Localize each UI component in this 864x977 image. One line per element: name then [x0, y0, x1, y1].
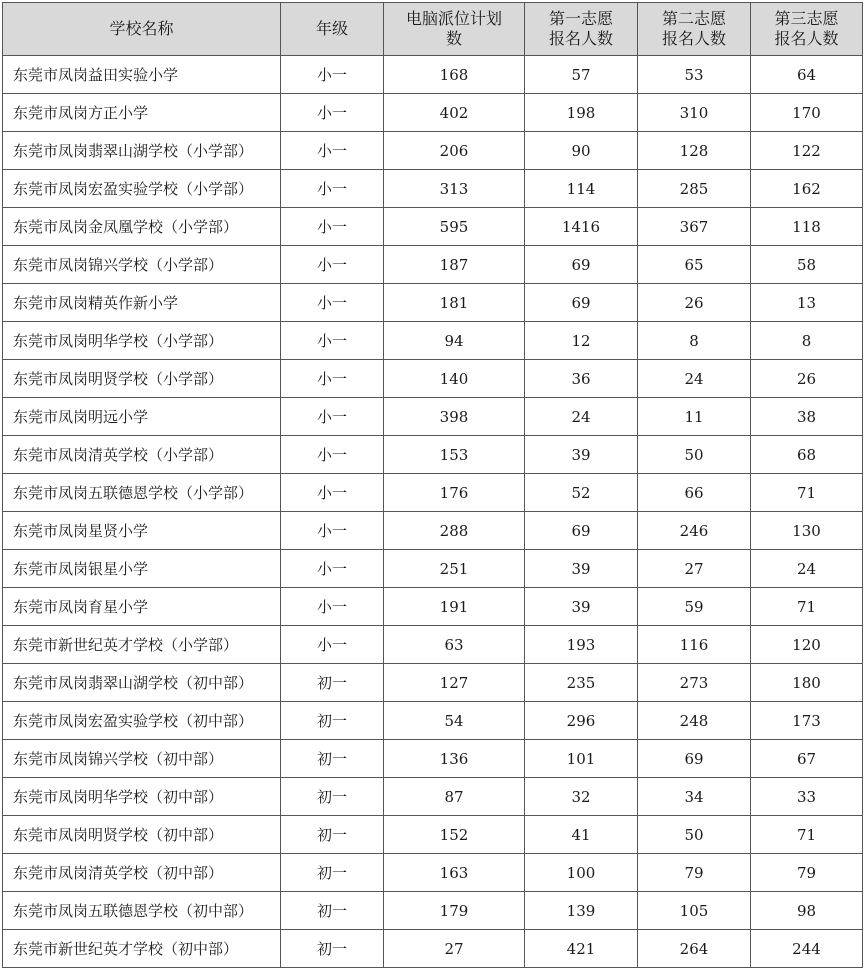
- second-choice-cell: 69: [638, 740, 751, 778]
- third-choice-cell: 244: [751, 930, 863, 968]
- grade-cell: 小一: [281, 246, 384, 284]
- grade-cell: 小一: [281, 360, 384, 398]
- lottery-plan-cell: 153: [384, 436, 525, 474]
- second-choice-cell: 11: [638, 398, 751, 436]
- lottery-plan-cell: 206: [384, 132, 525, 170]
- first-choice-cell: 139: [525, 892, 638, 930]
- first-choice-cell: 32: [525, 778, 638, 816]
- grade-cell: 小一: [281, 588, 384, 626]
- third-choice-cell: 67: [751, 740, 863, 778]
- school-name-cell: 东莞市凤岗明华学校（小学部）: [3, 322, 281, 360]
- school-name-cell: 东莞市凤岗五联德恩学校（初中部）: [3, 892, 281, 930]
- first-choice-cell: 39: [525, 436, 638, 474]
- third-choice-cell: 58: [751, 246, 863, 284]
- lottery-plan-cell: 187: [384, 246, 525, 284]
- second-choice-cell: 26: [638, 284, 751, 322]
- table-row: [3, 778, 863, 816]
- table-row: [3, 588, 863, 626]
- table-row: [3, 854, 863, 892]
- lottery-plan-cell: 313: [384, 170, 525, 208]
- third-choice-cell: 173: [751, 702, 863, 740]
- school-name-cell: 东莞市凤岗锦兴学校（小学部）: [3, 246, 281, 284]
- third-choice-cell: 120: [751, 626, 863, 664]
- second-choice-cell: 116: [638, 626, 751, 664]
- table-row: [3, 740, 863, 778]
- first-choice-cell: 12: [525, 322, 638, 360]
- second-choice-cell: 53: [638, 56, 751, 94]
- table-row: [3, 626, 863, 664]
- lottery-plan-cell: 168: [384, 56, 525, 94]
- school-name-cell: 东莞市凤岗银星小学: [3, 550, 281, 588]
- grade-cell: 小一: [281, 94, 384, 132]
- school-name-cell: 东莞市凤岗明贤学校（初中部）: [3, 816, 281, 854]
- school-name-cell: 东莞市凤岗金凤凰学校（小学部）: [3, 208, 281, 246]
- grade-cell: 小一: [281, 512, 384, 550]
- school-name-cell: 东莞市新世纪英才学校（小学部）: [3, 626, 281, 664]
- table-row: [3, 664, 863, 702]
- third-choice-cell: 26: [751, 360, 863, 398]
- third-choice-cell: 98: [751, 892, 863, 930]
- third-choice-cell: 24: [751, 550, 863, 588]
- first-choice-cell: 39: [525, 550, 638, 588]
- school-name-cell: 东莞市凤岗宏盈实验学校（初中部）: [3, 702, 281, 740]
- table-body: [3, 56, 863, 968]
- lottery-plan-cell: 63: [384, 626, 525, 664]
- third-choice-cell: 118: [751, 208, 863, 246]
- first-choice-cell: 41: [525, 816, 638, 854]
- table-row: [3, 208, 863, 246]
- third-choice-cell: 162: [751, 170, 863, 208]
- first-choice-cell: 114: [525, 170, 638, 208]
- third-choice-cell: 68: [751, 436, 863, 474]
- lottery-plan-cell: 398: [384, 398, 525, 436]
- third-choice-cell: 13: [751, 284, 863, 322]
- lottery-plan-cell: 176: [384, 474, 525, 512]
- table-row: [3, 436, 863, 474]
- first-choice-cell: 36: [525, 360, 638, 398]
- table-row: [3, 132, 863, 170]
- second-choice-cell: 310: [638, 94, 751, 132]
- school-name-cell: 东莞市凤岗育星小学: [3, 588, 281, 626]
- school-name-cell: 东莞市凤岗翡翠山湖学校（初中部）: [3, 664, 281, 702]
- lottery-plan-cell: 181: [384, 284, 525, 322]
- second-choice-cell: 285: [638, 170, 751, 208]
- second-choice-cell: 50: [638, 816, 751, 854]
- third-choice-cell: 64: [751, 56, 863, 94]
- school-name-cell: 东莞市新世纪英才学校（初中部）: [3, 930, 281, 968]
- grade-cell: 初一: [281, 778, 384, 816]
- first-choice-cell: 57: [525, 56, 638, 94]
- school-name-cell: 东莞市凤岗精英作新小学: [3, 284, 281, 322]
- lottery-plan-cell: 127: [384, 664, 525, 702]
- grade-cell: 小一: [281, 284, 384, 322]
- lottery-plan-cell: 94: [384, 322, 525, 360]
- third-choice-cell: 8: [751, 322, 863, 360]
- second-choice-cell: 27: [638, 550, 751, 588]
- lottery-plan-cell: 27: [384, 930, 525, 968]
- lottery-plan-cell: 136: [384, 740, 525, 778]
- table-row: [3, 816, 863, 854]
- second-choice-cell: 65: [638, 246, 751, 284]
- grade-cell: 小一: [281, 170, 384, 208]
- first-choice-cell: 69: [525, 512, 638, 550]
- grade-cell: 小一: [281, 550, 384, 588]
- third-choice-cell: 170: [751, 94, 863, 132]
- second-choice-cell: 105: [638, 892, 751, 930]
- first-choice-cell: 100: [525, 854, 638, 892]
- grade-cell: 小一: [281, 208, 384, 246]
- second-choice-cell: 248: [638, 702, 751, 740]
- second-choice-cell: 66: [638, 474, 751, 512]
- third-choice-cell: 38: [751, 398, 863, 436]
- table-row: [3, 550, 863, 588]
- second-choice-cell: 264: [638, 930, 751, 968]
- school-name-cell: 东莞市凤岗宏盈实验学校（小学部）: [3, 170, 281, 208]
- table-row: [3, 702, 863, 740]
- first-choice-cell: 235: [525, 664, 638, 702]
- third-choice-cell: 71: [751, 588, 863, 626]
- lottery-plan-cell: 152: [384, 816, 525, 854]
- grade-cell: 小一: [281, 398, 384, 436]
- second-choice-cell: 79: [638, 854, 751, 892]
- lottery-plan-cell: 191: [384, 588, 525, 626]
- school-name-cell: 东莞市凤岗锦兴学校（初中部）: [3, 740, 281, 778]
- grade-cell: 初一: [281, 854, 384, 892]
- header-school-name: 学校名称: [3, 3, 281, 56]
- second-choice-cell: 273: [638, 664, 751, 702]
- table-row: [3, 398, 863, 436]
- school-name-cell: 东莞市凤岗五联德恩学校（小学部）: [3, 474, 281, 512]
- table-row: [3, 246, 863, 284]
- first-choice-cell: 101: [525, 740, 638, 778]
- lottery-plan-cell: 54: [384, 702, 525, 740]
- grade-cell: 初一: [281, 664, 384, 702]
- school-name-cell: 东莞市凤岗明远小学: [3, 398, 281, 436]
- lottery-plan-cell: 595: [384, 208, 525, 246]
- second-choice-cell: 8: [638, 322, 751, 360]
- grade-cell: 小一: [281, 56, 384, 94]
- table-row: [3, 892, 863, 930]
- third-choice-cell: 130: [751, 512, 863, 550]
- first-choice-cell: 198: [525, 94, 638, 132]
- second-choice-cell: 128: [638, 132, 751, 170]
- school-name-cell: 东莞市凤岗星贤小学: [3, 512, 281, 550]
- first-choice-cell: 421: [525, 930, 638, 968]
- grade-cell: 小一: [281, 626, 384, 664]
- lottery-plan-cell: 251: [384, 550, 525, 588]
- first-choice-cell: 1416: [525, 208, 638, 246]
- grade-cell: 初一: [281, 740, 384, 778]
- header-second-choice: 第二志愿 报名人数: [638, 3, 751, 56]
- third-choice-cell: 71: [751, 816, 863, 854]
- table-row: [3, 930, 863, 968]
- third-choice-cell: 122: [751, 132, 863, 170]
- school-name-cell: 东莞市凤岗明贤学校（小学部）: [3, 360, 281, 398]
- header-grade: 年级: [281, 3, 384, 56]
- first-choice-cell: 52: [525, 474, 638, 512]
- first-choice-cell: 69: [525, 246, 638, 284]
- third-choice-cell: 33: [751, 778, 863, 816]
- school-name-cell: 东莞市凤岗翡翠山湖学校（小学部）: [3, 132, 281, 170]
- table-row: [3, 170, 863, 208]
- first-choice-cell: 39: [525, 588, 638, 626]
- grade-cell: 初一: [281, 816, 384, 854]
- grade-cell: 小一: [281, 474, 384, 512]
- header-lottery-plan: 电脑派位计划 数: [384, 3, 525, 56]
- lottery-plan-cell: 163: [384, 854, 525, 892]
- table-row: [3, 360, 863, 398]
- first-choice-cell: 69: [525, 284, 638, 322]
- lottery-plan-cell: 87: [384, 778, 525, 816]
- second-choice-cell: 34: [638, 778, 751, 816]
- first-choice-cell: 193: [525, 626, 638, 664]
- third-choice-cell: 180: [751, 664, 863, 702]
- school-name-cell: 东莞市凤岗方正小学: [3, 94, 281, 132]
- third-choice-cell: 79: [751, 854, 863, 892]
- lottery-plan-cell: 402: [384, 94, 525, 132]
- second-choice-cell: 59: [638, 588, 751, 626]
- grade-cell: 小一: [281, 322, 384, 360]
- table-row: [3, 322, 863, 360]
- table-row: [3, 56, 863, 94]
- header-first-choice: 第一志愿 报名人数: [525, 3, 638, 56]
- header-row: [3, 3, 863, 56]
- school-name-cell: 东莞市凤岗清英学校（小学部）: [3, 436, 281, 474]
- first-choice-cell: 24: [525, 398, 638, 436]
- table-header: [3, 3, 863, 56]
- lottery-plan-cell: 179: [384, 892, 525, 930]
- table-row: [3, 474, 863, 512]
- lottery-plan-cell: 140: [384, 360, 525, 398]
- grade-cell: 小一: [281, 436, 384, 474]
- grade-cell: 初一: [281, 702, 384, 740]
- school-name-cell: 东莞市凤岗益田实验小学: [3, 56, 281, 94]
- enrollment-table: [2, 2, 863, 968]
- first-choice-cell: 296: [525, 702, 638, 740]
- table-row: [3, 512, 863, 550]
- second-choice-cell: 50: [638, 436, 751, 474]
- second-choice-cell: 246: [638, 512, 751, 550]
- grade-cell: 小一: [281, 132, 384, 170]
- second-choice-cell: 367: [638, 208, 751, 246]
- header-third-choice: 第三志愿 报名人数: [751, 3, 863, 56]
- table-row: [3, 94, 863, 132]
- first-choice-cell: 90: [525, 132, 638, 170]
- third-choice-cell: 71: [751, 474, 863, 512]
- table-row: [3, 284, 863, 322]
- grade-cell: 初一: [281, 930, 384, 968]
- lottery-plan-cell: 288: [384, 512, 525, 550]
- school-name-cell: 东莞市凤岗清英学校（初中部）: [3, 854, 281, 892]
- grade-cell: 初一: [281, 892, 384, 930]
- school-name-cell: 东莞市凤岗明华学校（初中部）: [3, 778, 281, 816]
- second-choice-cell: 24: [638, 360, 751, 398]
